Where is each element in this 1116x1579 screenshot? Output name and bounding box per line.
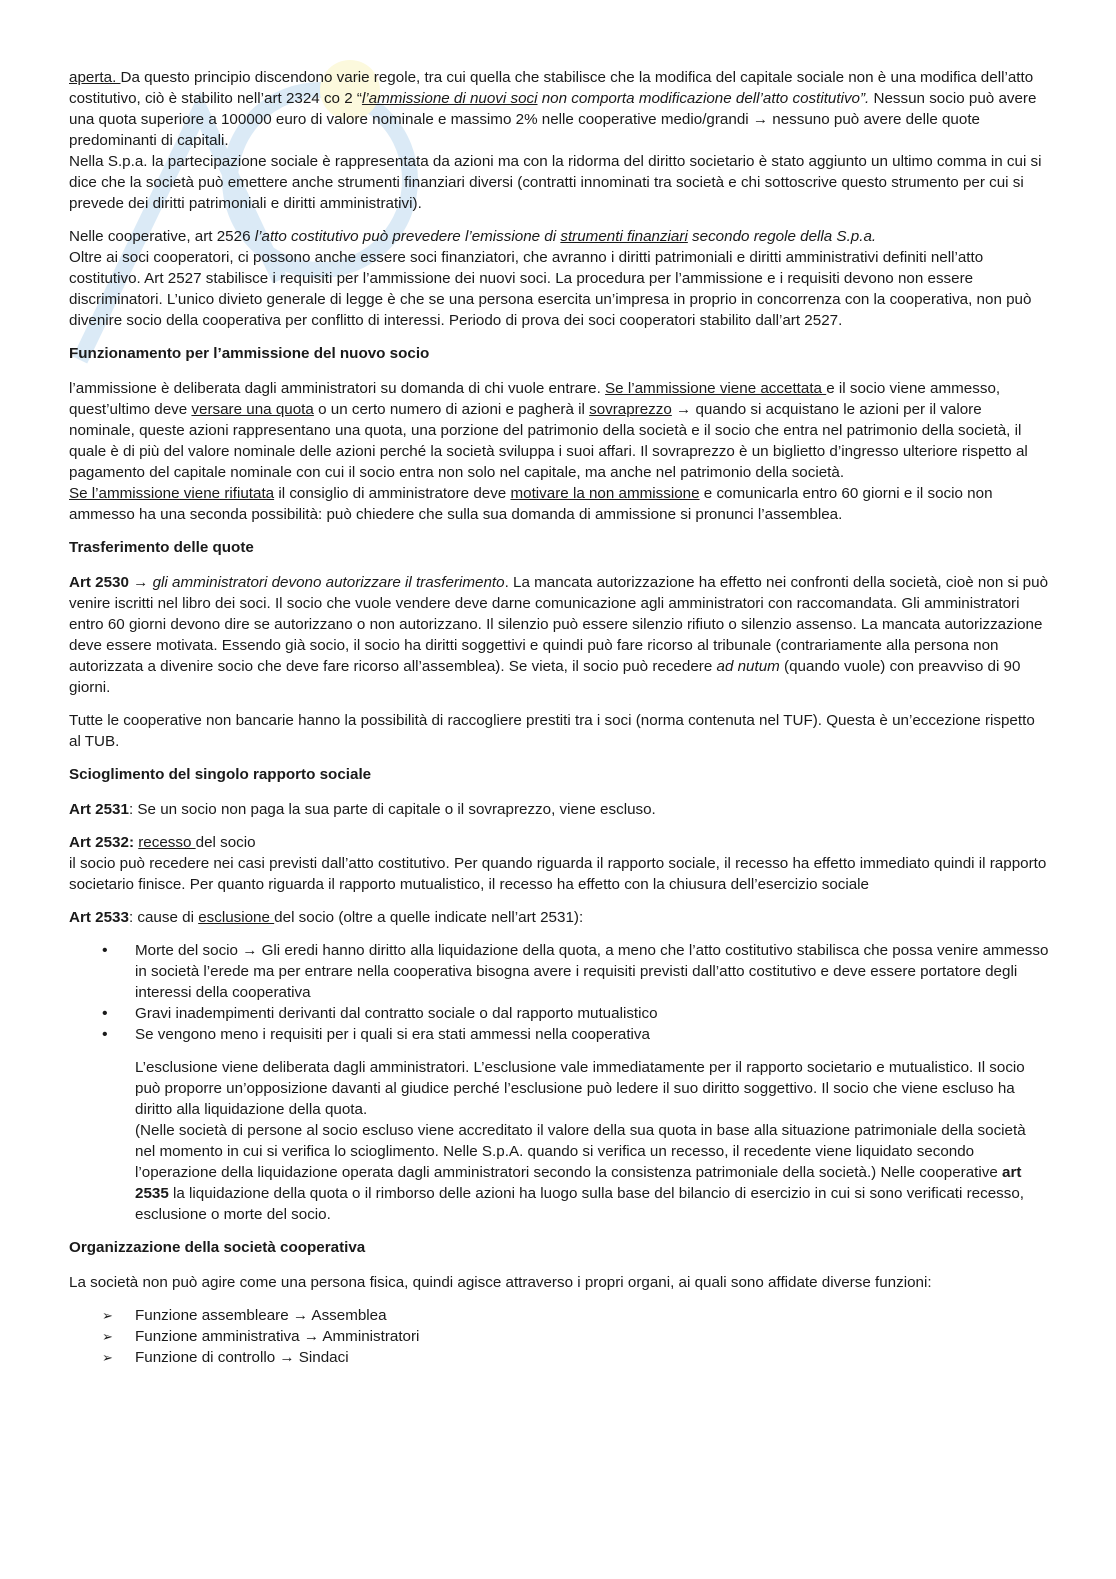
document-page bbox=[69, 67, 1049, 1368]
organi-list bbox=[69, 1305, 1049, 1368]
list-item: ➢ Funzione amministrativa → Amministratori bbox=[135, 1326, 1049, 1347]
paragraph-art-2531: Art 2531: Se un socio non paga la sua parte di capitale o il sovraprezzo, viene escluso. bbox=[69, 801, 656, 818]
list-item: ➢ Funzione assembleare → Assemblea bbox=[135, 1305, 1049, 1326]
paragraph-prestiti: Tutte le cooperative non bancarie hanno la possibilità di raccogliere prestiti tra i soci (norma contenuta nel TUF). Questa è un’eccezione rispetto al TUB. bbox=[69, 712, 1035, 750]
paragraph-art-2533: Art 2533: cause di esclusione del socio (oltre a quelle indicate nell’art 2531): bbox=[69, 909, 584, 926]
intro-paragraph-2: Nelle cooperative, art 2526 l’atto costitutivo può prevedere l’emissione di strumenti finanziari secondo regole della S.p.a. Oltre ai soci cooperatori, ci possono anche essere soci finanziatori, che avranno i diritti patrimoniali e diritti amministrativi definiti nell’atto costitutivo. Art 2527 stabilisce i requisiti per l’ammissione dei nuovi soci. La procedura per l’ammissione e i requisiti devono non essere discriminatori. L’unico divieto generale di legge è che se una persona esercita un’impresa in proprio in concorrenza con la cooperativa, non può divenire socio della cooperativa per conflitto di interessi. Periodo di prova dei soci cooperatori stabilito dall’art 2527. bbox=[69, 228, 1032, 329]
paragraph-art-2532: Art 2532: recesso del socio il socio può recedere nei casi previsti dall’atto costitutivo. Per quando riguarda il rapporto sociale, il recesso ha effetto immediato quindi il rapporto societario finisce. Per quanto riguarda il rapporto mutualistico, il recesso ha effetto con la chiusura dell’esercizio sociale bbox=[69, 834, 1047, 893]
esclusione-cause-list bbox=[69, 940, 1049, 1045]
list-item: • Gravi inadempimenti derivanti dal contratto sociale o dal rapporto mutualistico bbox=[135, 1003, 1049, 1024]
heading-scioglimento: Scioglimento del singolo rapporto sociale bbox=[69, 766, 372, 783]
heading-ammissione: Funzionamento per l’ammissione del nuovo socio bbox=[69, 345, 430, 362]
paragraph-art-2530: Art 2530 → gli amministratori devono autorizzare il trasferimento. La mancata autorizzazione ha effetto nei confronti della società, cioè non si può venire iscritti nel libro dei soci. Il socio che vuole vendere deve darne comunicazione agli amministratori con raccomandata. Gli amministratori entro 60 giorni devono dire se autorizzano o non autorizzano. Il silenzio può essere silenzio rifiuto o silenzio assenso. La mancata autorizzazione deve essere motivata. Essendo già socio, il socio ha diritti soggettivi e quindi può fare ricorso al tribunale (contrariamente alla persona non autorizzata a divenire socio che deve fare ricorso all’assemblea). Se vieta, il socio può recedere ad nutum (quando vuole) con preavviso di 90 giorni. bbox=[69, 574, 1049, 696]
paragraph-esclusione: L’esclusione viene deliberata dagli amministratori. L’esclusione vale immediatamente per il rapporto societario e mutualistico. Il socio può proporre un’opposizione davanti al giudice perché l’esclusione può ledere il suo diritto soggettivo. Il socio che viene escluso ha diritto alla liquidazione della quota. (Nelle società di persone al socio escluso viene accreditato il valore della sua quota in base alla situazione patrimoniale della società nel momento in cui si verifica lo scioglimento. Nelle S.p.A. quando si verifica un recesso, il recedente viene liquidato secondo l’operazione della liquidazione operata dagli amministratori secondo la consistenza patrimoniale della società.) Nelle cooperative art 2535 la liquidazione della quota o il rimborso delle azioni ha luogo sulla base del bilancio di esercizio in cui si sono verificati recesso, esclusione o morte del socio. bbox=[135, 1059, 1026, 1223]
list-item: • Se vengono meno i requisiti per i quali si era stati ammessi nella cooperativa bbox=[135, 1024, 1049, 1045]
heading-organizzazione: Organizzazione della società cooperativa bbox=[69, 1239, 366, 1256]
paragraph-organizzazione: La società non può agire come una persona fisica, quindi agisce attraverso i propri organi, ai quali sono affidate diverse funzioni: bbox=[69, 1274, 932, 1291]
heading-trasferimento: Trasferimento delle quote bbox=[69, 539, 254, 556]
list-item: ➢ Funzione di controllo → Sindaci bbox=[135, 1347, 1049, 1368]
paragraph-ammissione: l’ammissione è deliberata dagli amministratori su domanda di chi vuole entrare. Se l’ammissione viene accettata e il socio viene ammesso, quest’ultimo deve versare una quota o un certo numero di azioni e pagherà il sovraprezzo → quando si acquistano le azioni per il valore nominale, queste azioni rappresentano una quota, una porzione del patrimonio della società e il socio che entra nel patrimonio della società, il quale è di più del valore nominale delle azioni perché la società sviluppa i suoi affari. Il sovraprezzo è un biglietto d’ingresso ulteriore rispetto al pagamento del capitale nominale con cui il socio entra non solo nel capitale, ma anche nel patrimonio della società. Se l’ammissione viene rifiutata il consiglio di amministratore deve motivare la non ammissione e comunicarla entro 60 giorni e il socio non ammesso ha una seconda possibilità: può chiedere che sulla sua domanda di ammissione si pronunci l’assemblea. bbox=[69, 380, 1028, 523]
list-item: • Morte del socio → Gli eredi hanno diritto alla liquidazione della quota, a meno che l’atto costitutivo stabilisca che possa venire ammesso in società l’erede ma per entrare nella cooperativa bisogna avere i requisiti previsti dall’atto costitutivo e deve essere portatore degli interessi della cooperativa bbox=[135, 940, 1049, 1003]
intro-paragraph-1: aperta. Da questo principio discendono varie regole, tra cui quella che stabilisce che la modifica del capitale sociale non è una modifica dell’atto costitutivo, ciò è stabilito nell’art 2324 co 2 “l’ammissione di nuovi soci non comporta modificazione dell’atto costitutivo”. Nessun socio può avere una quota superiore a 100000 euro di valore nominale e massimo 2% nelle cooperative medio/grandi → nessuno può avere delle quote predominanti di capitali. Nella S.p.a. la partecipazione sociale è rappresentata da azioni ma con la ridorma del diritto societario è stato aggiunto un ultimo comma in cui si dice che la società può emettere anche strumenti finanziari diversi (contratti innominati tra società e chi sottoscrive questo strumento per cui si prevede dei diritti patrimoniali e diritti amministrativi). bbox=[69, 69, 1042, 212]
